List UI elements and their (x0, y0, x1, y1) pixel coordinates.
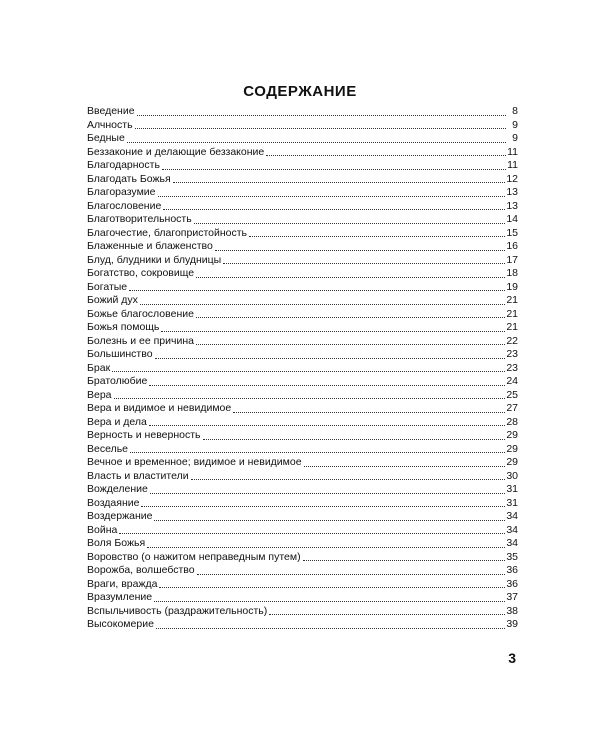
toc-entry (87, 227, 518, 241)
toc-entry-title: Благодать Божья (87, 172, 171, 185)
toc-entry-title: Вспыльчивость (раздражительность) (87, 604, 268, 617)
dot-leader (140, 304, 505, 305)
toc-entry-title: Благоразумие (87, 186, 156, 198)
dot-leader (203, 439, 506, 440)
toc-entry (87, 470, 518, 484)
toc-entry (87, 267, 518, 281)
toc-entry-page: 22 (506, 334, 518, 347)
dot-leader (130, 452, 505, 453)
toc-entry-title: Божье благословение (87, 307, 194, 320)
toc-entry-title: Верность и неверность (87, 429, 201, 441)
toc-entry (87, 605, 518, 619)
dot-leader (141, 506, 505, 507)
toc-entry-title: Блуд, блудники и блудницы (87, 253, 222, 266)
toc-entry-title: Благословение (87, 199, 162, 212)
toc-entry-page: 18 (506, 267, 518, 279)
dot-leader (114, 398, 506, 399)
toc-entry-page: 21 (506, 307, 518, 320)
toc-entry-title: Вечное и временное; видимое и невидимое (87, 456, 302, 468)
toc-entry-page: 28 (506, 415, 518, 428)
toc-entry (87, 537, 518, 551)
toc-entry-title: Введение (87, 105, 135, 117)
toc-entry (87, 618, 518, 632)
dot-leader (154, 520, 505, 521)
toc-entry-title: Благотворительность (87, 213, 192, 225)
toc-entry-page: 29 (506, 429, 518, 441)
toc-entry (87, 429, 518, 443)
toc-entry (87, 375, 518, 389)
toc-entry (87, 483, 518, 497)
toc-entry-page: 14 (506, 213, 518, 225)
table-of-contents (87, 105, 518, 632)
toc-entry-title: Божья помощь (87, 321, 160, 333)
toc-entry-title: Вера (87, 388, 112, 401)
toc-entry-page: 21 (506, 321, 518, 333)
toc-entry-title: Братолюбие (87, 375, 148, 387)
toc-entry-page: 13 (506, 186, 518, 198)
toc-entry (87, 321, 518, 335)
dot-leader (303, 560, 506, 561)
toc-entry-title: Алчность (87, 118, 133, 131)
toc-entry-page: 23 (506, 361, 518, 374)
toc-entry (87, 213, 518, 227)
toc-entry-title: Враги, вражда (87, 577, 158, 590)
toc-entry (87, 308, 518, 322)
toc-entry-page: 13 (506, 199, 518, 212)
toc-entry (87, 416, 518, 430)
toc-entry-page: 31 (506, 483, 518, 495)
toc-entry-title: Болезнь и ее причина (87, 334, 194, 347)
toc-entry-title: Война (87, 523, 118, 536)
toc-entry (87, 551, 518, 565)
toc-entry (87, 591, 518, 605)
toc-entry (87, 146, 518, 160)
toc-entry-page: 11 (507, 145, 518, 158)
toc-entry-page: 23 (506, 348, 518, 360)
toc-entry-title: Богатство, сокровище (87, 267, 195, 279)
toc-entry-title: Воздержание (87, 510, 153, 522)
toc-entry-page: 24 (506, 375, 518, 387)
toc-entry-title: Ворожба, волшебство (87, 564, 195, 576)
toc-entry-page: 29 (506, 456, 518, 468)
toc-entry (87, 254, 518, 268)
dot-leader (154, 601, 505, 602)
toc-entry (87, 402, 518, 416)
dot-leader (194, 223, 506, 224)
toc-entry-page: 16 (506, 240, 518, 252)
dot-leader (191, 479, 506, 480)
dot-leader (119, 533, 505, 534)
dot-leader (304, 466, 506, 467)
toc-entry-page: 34 (506, 510, 518, 522)
dot-leader (112, 371, 505, 372)
toc-entry-page: 35 (506, 550, 518, 563)
toc-entry (87, 132, 518, 146)
dot-leader (159, 587, 505, 588)
toc-entry (87, 443, 518, 457)
toc-entry-page: 21 (506, 294, 518, 306)
dot-leader (196, 317, 505, 318)
toc-entry-title: Вожделение (87, 483, 148, 495)
dot-leader (137, 115, 506, 116)
toc-entry (87, 578, 518, 592)
toc-entry-title: Воля Божья (87, 537, 146, 549)
toc-entry (87, 200, 518, 214)
toc-entry-title: Вера и дела (87, 415, 147, 428)
page-number: 3 (508, 650, 516, 666)
toc-entry-title: Вера и видимое и невидимое (87, 402, 232, 414)
toc-entry-title: Брак (87, 361, 111, 374)
dot-leader (266, 155, 506, 156)
page-title: СОДЕРЖАНИЕ (243, 83, 357, 100)
toc-entry-page: 30 (506, 469, 518, 482)
toc-entry (87, 524, 518, 538)
toc-entry (87, 497, 518, 511)
toc-entry-title: Блаженные и блаженство (87, 240, 213, 252)
toc-entry-page: 11 (507, 159, 518, 171)
toc-entry-title: Высокомерие (87, 618, 154, 630)
toc-entry-title: Веселье (87, 442, 129, 455)
dot-leader (163, 209, 505, 210)
dot-leader (147, 547, 505, 548)
dot-leader (149, 425, 506, 426)
toc-entry (87, 294, 518, 308)
toc-entry-title: Богатые (87, 280, 128, 293)
dot-leader (149, 385, 505, 386)
toc-entry-page: 29 (506, 442, 518, 455)
dot-leader (129, 290, 505, 291)
toc-entry (87, 159, 518, 173)
toc-entry-title: Воздаяние (87, 496, 140, 509)
toc-entry-page: 27 (506, 402, 518, 414)
toc-entry (87, 173, 518, 187)
toc-entry-title: Благодарность (87, 159, 160, 171)
toc-entry-page: 34 (506, 537, 518, 549)
dot-leader (158, 196, 506, 197)
toc-entry (87, 389, 518, 403)
toc-entry (87, 105, 518, 119)
toc-entry-title: Бедные (87, 132, 125, 144)
toc-entry-page: 34 (506, 523, 518, 536)
toc-entry-title: Воровство (о нажитом неправедным путем) (87, 550, 301, 563)
toc-entry (87, 119, 518, 133)
dot-leader (196, 344, 505, 345)
dot-leader (150, 493, 505, 494)
toc-entry-page: 37 (506, 591, 518, 603)
toc-entry (87, 510, 518, 524)
toc-entry-page: 25 (506, 388, 518, 401)
dot-leader (269, 614, 505, 615)
toc-entry (87, 281, 518, 295)
dot-leader (173, 182, 506, 183)
toc-entry-title: Божий дух (87, 294, 138, 306)
toc-entry-page: 15 (506, 226, 518, 239)
toc-entry (87, 348, 518, 362)
toc-entry-title: Власть и властители (87, 469, 189, 482)
toc-entry (87, 240, 518, 254)
toc-entry-title: Вразумление (87, 591, 153, 603)
toc-entry-page: 39 (506, 618, 518, 630)
dot-leader (156, 628, 505, 629)
dot-leader (249, 236, 505, 237)
toc-entry-page: 31 (506, 496, 518, 509)
dot-leader (215, 250, 505, 251)
toc-entry-page: 8 (512, 105, 518, 117)
dot-leader (233, 412, 505, 413)
toc-entry-page: 12 (506, 172, 518, 185)
dot-leader (135, 128, 506, 129)
dot-leader (223, 263, 505, 264)
dot-leader (162, 169, 506, 170)
toc-entry-title: Благочестие, благопристойность (87, 226, 248, 239)
toc-entry-page: 9 (512, 118, 518, 131)
toc-entry-page: 38 (506, 604, 518, 617)
toc-entry-title: Беззаконие и делающие беззаконие (87, 145, 265, 158)
toc-entry (87, 564, 518, 578)
toc-entry-page: 19 (506, 280, 518, 293)
toc-entry (87, 186, 518, 200)
dot-leader (127, 142, 506, 143)
toc-entry-page: 36 (506, 577, 518, 590)
toc-entry-page: 36 (506, 564, 518, 576)
toc-entry (87, 362, 518, 376)
dot-leader (161, 331, 505, 332)
toc-entry-title: Большинство (87, 348, 153, 360)
toc-entry (87, 456, 518, 470)
toc-entry (87, 335, 518, 349)
dot-leader (197, 574, 506, 575)
dot-leader (155, 358, 506, 359)
toc-entry-page: 9 (512, 132, 518, 144)
toc-entry-page: 17 (506, 253, 518, 266)
dot-leader (196, 277, 505, 278)
